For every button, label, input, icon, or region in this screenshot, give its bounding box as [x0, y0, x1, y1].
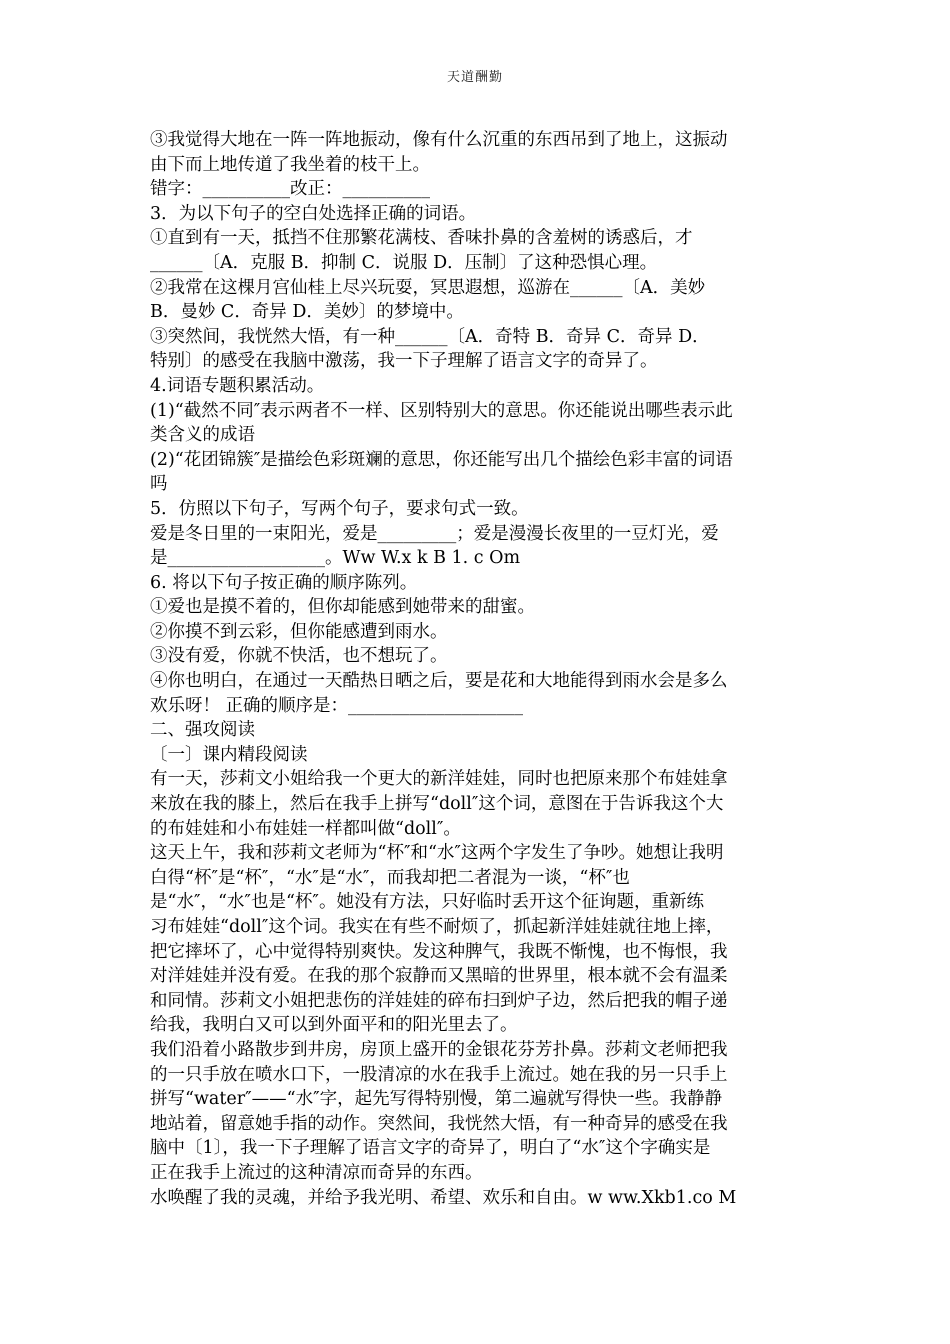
- text-line: 吗: [150, 474, 168, 495]
- text-line: 4.词语专题积累活动。: [150, 375, 325, 396]
- text-line: 6. 将以下句子按正确的顺序陈列。: [150, 572, 418, 593]
- text-line: 错字：__________改正：__________: [150, 179, 430, 200]
- text-line: ④你也明白，在通过一天酷热日晒之后，要是花和大地能得到雨水会是多么: [150, 671, 728, 692]
- text-line: 对洋娃娃并没有爱。在我的那个寂静而又黑暗的世界里，根本就不会有温柔: [150, 966, 728, 987]
- text-line: ③我觉得大地在一阵一阵地振动，像有什么沉重的东西吊到了地上，这振动: [150, 130, 728, 150]
- text-line: ③没有爱，你就不快活，也不想玩了。: [150, 646, 448, 667]
- text-line: 有一天，莎莉文小姐给我一个更大的新洋娃娃，同时也把原来那个布娃娃拿: [150, 769, 728, 790]
- text-line: 爱是冬日里的一束阳光，爱是_________；爱是漫漫长夜里的一豆灯光，爱: [150, 523, 719, 544]
- text-line: 脑中〔1〕，我一下子理解了语言文字的奇异了，明白了“水″这个字确实是: [150, 1138, 711, 1159]
- text-line: 是__________________。Ww W.x k B 1. c Om: [150, 548, 521, 569]
- text-line: 3．为以下句子的空白处选择正确的词语。: [150, 203, 477, 224]
- text-line: 欢乐呀！ 正确的顺序是：____________________: [150, 695, 524, 716]
- page-header: 天道酬勤: [446, 70, 503, 85]
- text-line: 地站着，留意她手指的动作。突然间，我恍然大悟，有一种奇异的感受在我: [150, 1113, 728, 1134]
- text-line: 〔一〕课内精段阅读: [150, 744, 308, 765]
- text-line: 水唤醒了我的灵魂，并给予我光明、希望、欢乐和自由。w ww.Xkb1.co M: [150, 1187, 737, 1208]
- text-line: 习布娃娃“doll″这个词。我实在有些不耐烦了，抓起新洋娃娃就往地上摔，: [150, 917, 724, 937]
- text-line: 是“水″，“水″也是“杯″。她没有方法，只好临时丢开这个征询题，重新练: [150, 892, 704, 913]
- text-line: 来放在我的膝上，然后在我手上拼写“doll″这个词，意图在于告诉我这个大: [150, 794, 724, 815]
- text-line: B．曼妙 C．奇异 D．美妙〕的梦境中。: [150, 302, 464, 323]
- text-line: 正在我手上流过的这种清凉而奇异的东西。: [150, 1162, 483, 1183]
- text-line: 和同情。莎莉文小姐把悲伤的洋娃娃的碎布扫到炉子边，然后把我的帽子递: [150, 990, 728, 1011]
- text-line: 拼写“water″——“水″字，起先写得特别慢，第二遍就写得快一些。我静静: [150, 1089, 723, 1110]
- text-line: ②你摸不到云彩，但你能感遭到雨水。: [150, 621, 448, 642]
- text-line: 把它摔坏了，心中觉得特别爽快。发这种脾气，我既不惭愧，也不悔恨，我: [150, 941, 728, 962]
- text-line: 特别〕的感受在我脑中激荡，我一下子理解了语言文字的奇异了。: [150, 351, 658, 372]
- text-line: (2)“花团锦簇″是描绘色彩斑斓的意思，你还能写出几个描绘色彩丰富的词语: [150, 449, 733, 470]
- text-line: ③突然间，我恍然大悟，有一种______〔A．奇特 B．奇异 C．奇异 D．: [150, 326, 710, 347]
- text-line: ______〔A．克服 B．抑制 C．说服 D．压制〕了这种恐惧心理。: [150, 252, 658, 273]
- text-line: 给我，我明白又可以到外面平和的阳光里去了。: [150, 1015, 518, 1036]
- text-line: 由下而上地传道了我坐着的枝干上。: [150, 154, 430, 175]
- text-line: 的一只手放在喷水口下，一股清凉的水在我手上流过。她在我的另一只手上: [150, 1064, 728, 1085]
- text-line: ①直到有一天，抵挡不住那繁花满枝、香味扑鼻的含羞树的诱惑后，才: [150, 228, 693, 249]
- text-line: ①爱也是摸不着的，但你却能感到她带来的甜蜜。: [150, 597, 535, 618]
- text-line: (1)“截然不同″表示两者不一样、区别特别大的意思。你还能说出哪些表示此: [150, 400, 733, 421]
- document-body: [150, 128, 804, 1210]
- text-line: ②我常在这棵月宫仙桂上尽兴玩耍，冥思遐想，巡游在______〔A．美妙: [150, 277, 706, 298]
- text-line: 二、强攻阅读: [150, 720, 255, 741]
- text-line: 的布娃娃和小布娃娃一样都叫做“doll″。: [150, 818, 461, 839]
- text-line: 5．仿照以下句子，写两个句子，要求句式一致。: [150, 498, 529, 519]
- text-line: 白得“杯″是“杯″，“水″是“水″，而我却把二者混为一谈，“杯″也: [150, 867, 630, 888]
- text-line: 这天上午，我和莎莉文老师为“杯″和“水″这两个字发生了争吵。她想让我明: [150, 843, 724, 864]
- text-line: 类含义的成语: [150, 425, 255, 446]
- text-line: 我们沿着小路散步到井房，房顶上盛开的金银花芬芳扑鼻。莎莉文老师把我: [150, 1039, 728, 1060]
